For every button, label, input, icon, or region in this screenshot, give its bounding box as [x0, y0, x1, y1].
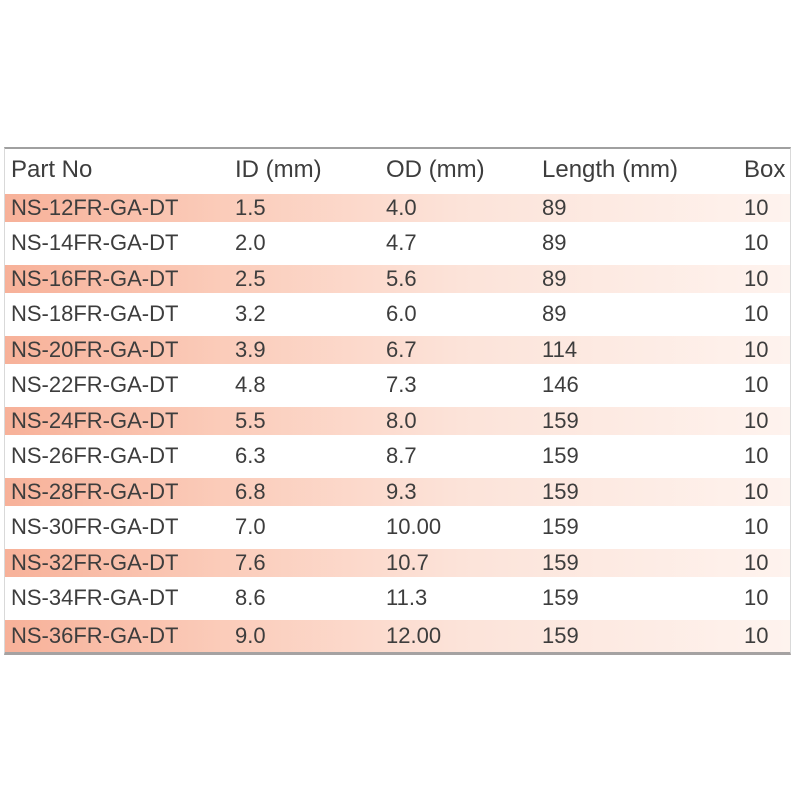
cell-od_mm: 12.00 [386, 624, 442, 647]
cell-box: 10 [744, 445, 769, 468]
cell-od_mm: 9.3 [386, 480, 417, 503]
cell-length_mm: 89 [542, 303, 567, 326]
cell-od_mm: 8.7 [386, 445, 417, 468]
cell-box: 10 [744, 516, 769, 539]
cell-id_mm: 8.6 [235, 587, 266, 610]
cell-part_no: NS-24FR-GA-DT [11, 409, 179, 432]
cell-id_mm: 3.2 [235, 303, 266, 326]
cell-box: 10 [744, 196, 769, 219]
cell-id_mm: 9.0 [235, 624, 266, 647]
cell-od_mm: 5.6 [386, 267, 417, 290]
cell-od_mm: 10.7 [386, 551, 429, 574]
table-row [5, 403, 790, 439]
cell-length_mm: 146 [542, 374, 579, 397]
cell-length_mm: 159 [542, 624, 579, 647]
cell-od_mm: 7.3 [386, 374, 417, 397]
cell-length_mm: 159 [542, 445, 579, 468]
cell-od_mm: 6.0 [386, 303, 417, 326]
table-row [5, 474, 790, 510]
table-row [5, 190, 790, 226]
cell-length_mm: 159 [542, 551, 579, 574]
cell-box: 10 [744, 232, 769, 255]
cell-od_mm: 4.7 [386, 232, 417, 255]
cell-part_no: NS-36FR-GA-DT [11, 624, 179, 647]
cell-id_mm: 3.9 [235, 338, 266, 361]
cell-box: 10 [744, 587, 769, 610]
cell-part_no: NS-20FR-GA-DT [11, 338, 179, 361]
column-header-id_mm: ID (mm) [235, 157, 322, 182]
table-row [5, 368, 790, 404]
cell-part_no: NS-32FR-GA-DT [11, 551, 179, 574]
cell-length_mm: 159 [542, 409, 579, 432]
product-spec-table [4, 147, 791, 655]
cell-id_mm: 6.3 [235, 445, 266, 468]
cell-id_mm: 4.8 [235, 374, 266, 397]
table-row [5, 226, 790, 262]
table-row [5, 439, 790, 475]
cell-od_mm: 6.7 [386, 338, 417, 361]
cell-id_mm: 2.5 [235, 267, 266, 290]
cell-box: 10 [744, 303, 769, 326]
table-row [5, 581, 790, 617]
column-header-length_mm: Length (mm) [542, 157, 679, 182]
column-header-od_mm: OD (mm) [386, 157, 485, 182]
table-row [5, 616, 790, 652]
cell-box: 10 [744, 551, 769, 574]
cell-length_mm: 159 [542, 587, 579, 610]
cell-od_mm: 10.00 [386, 516, 442, 539]
cell-od_mm: 11.3 [386, 587, 428, 610]
cell-length_mm: 159 [542, 516, 579, 539]
cell-id_mm: 1.5 [235, 196, 266, 219]
column-header-box: Box [744, 157, 786, 182]
cell-od_mm: 4.0 [386, 196, 417, 219]
cell-id_mm: 7.0 [235, 516, 266, 539]
cell-length_mm: 89 [542, 267, 567, 290]
cell-part_no: NS-26FR-GA-DT [11, 445, 179, 468]
cell-box: 10 [744, 624, 769, 647]
cell-part_no: NS-34FR-GA-DT [11, 587, 179, 610]
table-header-row [5, 149, 790, 190]
table-row [5, 297, 790, 333]
cell-box: 10 [744, 374, 769, 397]
cell-od_mm: 8.0 [386, 409, 417, 432]
table-row [5, 332, 790, 368]
cell-id_mm: 6.8 [235, 480, 266, 503]
cell-id_mm: 7.6 [235, 551, 266, 574]
table-row [5, 261, 790, 297]
cell-part_no: NS-18FR-GA-DT [11, 303, 179, 326]
column-header-part_no: Part No [11, 157, 93, 182]
cell-box: 10 [744, 267, 769, 290]
table-row [5, 545, 790, 581]
cell-length_mm: 89 [542, 196, 567, 219]
cell-part_no: NS-30FR-GA-DT [11, 516, 179, 539]
cell-length_mm: 159 [542, 480, 579, 503]
cell-length_mm: 114 [542, 338, 578, 361]
cell-part_no: NS-14FR-GA-DT [11, 232, 179, 255]
table-row [5, 510, 790, 546]
cell-part_no: NS-28FR-GA-DT [11, 480, 179, 503]
cell-id_mm: 5.5 [235, 409, 266, 432]
cell-box: 10 [744, 480, 769, 503]
cell-box: 10 [744, 409, 769, 432]
cell-box: 10 [744, 338, 769, 361]
cell-part_no: NS-22FR-GA-DT [11, 374, 179, 397]
cell-part_no: NS-16FR-GA-DT [11, 267, 179, 290]
cell-id_mm: 2.0 [235, 232, 266, 255]
cell-length_mm: 89 [542, 232, 567, 255]
cell-part_no: NS-12FR-GA-DT [11, 196, 179, 219]
